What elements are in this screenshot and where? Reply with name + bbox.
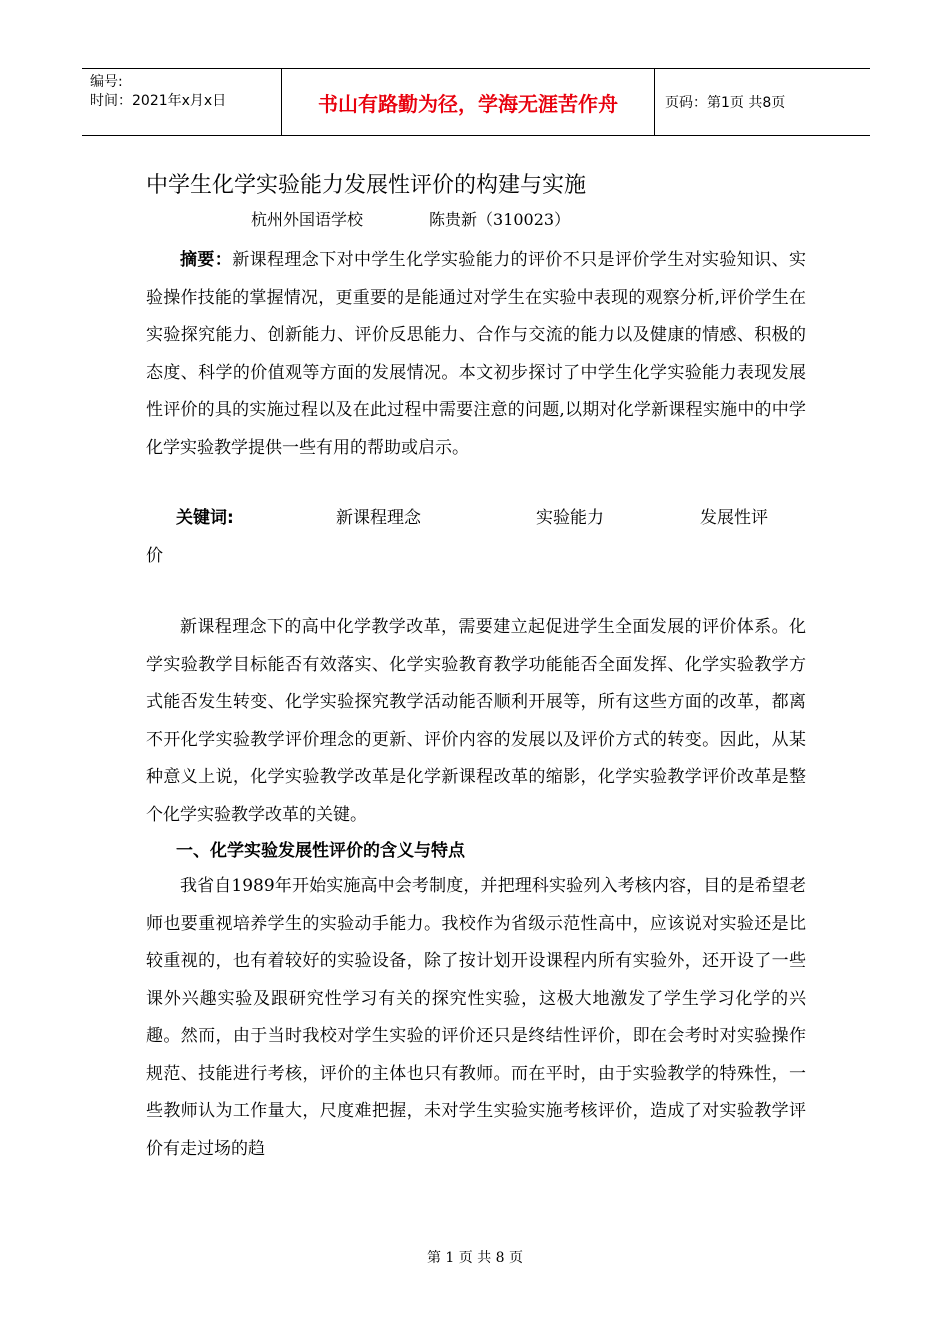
abstract-text: 新课程理念下对中学生化学实验能力的评价不只是评价学生对实验知识、实验操作技能的掌握情况，更重要的是能通过对学生在实验中表现的观察分析,评价学生在实验探究能力、创新能力、评价反思能力、合作与交流的能力以及健康的情感、积极的态度、科学的价值观等方面的发展情况。本文初步探讨了中学生化学实验能力表现发展性评价的具的实施过程以及在此过程中需要注意的问题,以期对化学新课程实施中的中学化学实验教学提供一些有用的帮助或启示。 [146,250,807,458]
keyword-3: 发展性评 [700,508,768,528]
keywords-label: 关键词: [176,508,234,528]
body-paragraph-1: 新课程理念下的高中化学教学改革，需要建立起促进学生全面发展的评价体系。化学实验教学目标能否有效落实、化学实验教育教学功能能否全面发挥、化学实验教学方式能否发生转变、化学实验探究教学活动能否顺利开展等，所有这些方面的改革，都离不开化学实验教学评价理念的更新、评价内容的发展以及评价方式的转变。因此，从某种意义上说，化学实验教学改革是化学新课程改革的缩影，化学实验教学评价改革是整个化学实验教学改革的关键。 [146,617,806,825]
abstract-label: 摘要： [180,250,233,270]
section-heading-1: 一、化学实验发展性评价的含义与特点 [176,841,465,861]
article-title: 中学生化学实验能力发展性评价的构建与实施 [146,173,587,198]
body-paragraph-2: 我省自1989年开始实施高中会考制度，并把理科实验列入考核内容，目的是希望老师也要重视培养学生的实验动手能力。我校作为省级示范性高中，应该说对实验还是比较重视的，也有着较好的实验设备，除了按计划开设课程内所有实验外，还开设了一些课外兴趣实验及跟研究性学习有关的探究性实验，这极大地激发了学生学习化学的兴趣。然而，由于当时我校对学生实验的评价还只是终结性评价，即在会考时对实验操作规范、技能进行考核，评价的主体也只有教师。而在平时，由于实验教学的特殊性，一些教师认为工作量大，尺度难把握，未对学生实验实施考核评价，造成了对实验教学评价有走过场的趋 [146,876,806,1159]
number-label: 编号: [90,74,123,90]
author-name: 陈贵新（310023） [429,210,571,229]
header-page-info: 页码：第1页 共8页 [665,95,786,111]
school-name: 杭州外国语学校 [251,210,364,229]
date-label: 时间：2021年x月x日 [90,93,227,109]
page-header [82,68,870,136]
keyword-1: 新课程理念 [336,508,421,528]
author-line [251,207,570,230]
keyword-3-continued: 价 [146,545,163,566]
keyword-2: 实验能力 [536,508,604,528]
header-motto: 书山有路勤为径，学海无涯苦作舟 [282,69,655,135]
header-meta [82,69,282,135]
page-footer: 第 1 页 共 8 页 [426,1250,524,1266]
abstract-paragraph [146,242,806,467]
